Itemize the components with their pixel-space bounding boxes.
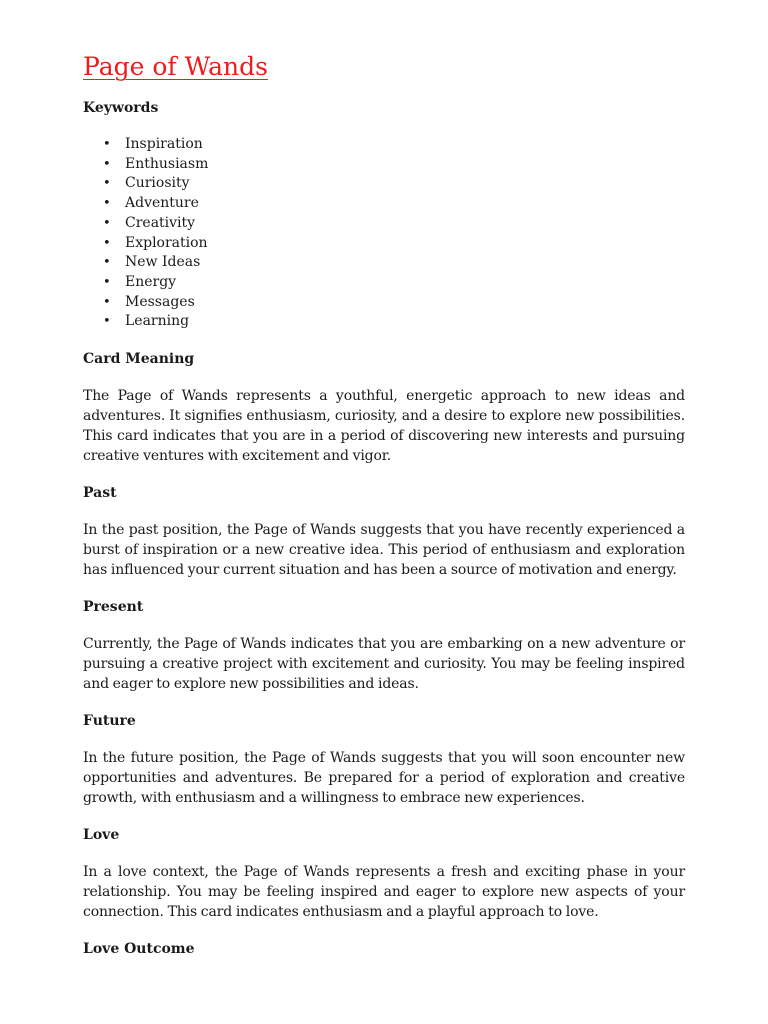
love-heading: Love xyxy=(83,827,120,844)
keyword-label: New Ideas xyxy=(125,254,201,271)
future-heading: Future xyxy=(83,713,136,730)
keywords-list xyxy=(83,135,685,332)
keyword-item xyxy=(83,253,685,273)
keyword-item xyxy=(83,234,685,254)
keyword-label: Energy xyxy=(125,273,177,290)
present-heading: Present xyxy=(83,599,144,616)
keyword-label: Exploration xyxy=(125,234,208,251)
keyword-item xyxy=(83,135,685,155)
card-meaning-heading: Card Meaning xyxy=(83,351,195,368)
keyword-item xyxy=(83,155,685,175)
love-outcome-heading: Love Outcome xyxy=(83,941,195,958)
keyword-label: Enthusiasm xyxy=(125,155,209,172)
bullet-icon: • xyxy=(103,176,111,192)
bullet-icon: • xyxy=(103,294,111,310)
keyword-item xyxy=(83,214,685,234)
bullet-icon: • xyxy=(103,255,111,271)
keyword-label: Learning xyxy=(125,313,190,330)
past-text: In the past position, the Page of Wands suggests that you have recently experienced a burst of inspiration or a new creative idea. This period of enthusiasm and exploration has influenced your current situation and has been a source of motivation and energy. xyxy=(83,522,685,579)
keyword-label: Creativity xyxy=(125,214,196,231)
keyword-label: Curiosity xyxy=(125,175,190,192)
keyword-item xyxy=(83,174,685,194)
page-title: Page of Wands xyxy=(83,52,268,81)
bullet-icon: • xyxy=(103,274,111,290)
love-text: In a love context, the Page of Wands represents a fresh and exciting phase in your relationship. You may be feeling inspired and eager to explore new aspects of your connection. This card indicates enthusiasm and a playful approach to love. xyxy=(83,864,685,921)
bullet-icon: • xyxy=(103,196,111,212)
bullet-icon: • xyxy=(103,314,111,330)
keywords-heading: Keywords xyxy=(83,100,159,116)
keyword-label: Messages xyxy=(125,293,195,310)
keyword-label: Adventure xyxy=(125,195,199,212)
document-page xyxy=(83,50,685,976)
past-heading: Past xyxy=(83,485,117,502)
keyword-item xyxy=(83,273,685,293)
bullet-icon: • xyxy=(103,156,111,172)
future-text: In the future position, the Page of Wands suggests that you will soon encounter new opportunities and adventures. Be prepared for a period of exploration and creative growth, with enthusiasm and a willingness to embrace new experiences. xyxy=(83,750,685,807)
bullet-icon: • xyxy=(103,137,111,152)
keyword-item xyxy=(83,312,685,332)
bullet-icon: • xyxy=(103,215,111,231)
keyword-item xyxy=(83,194,685,214)
keyword-item xyxy=(83,293,685,313)
card-meaning-text: The Page of Wands represents a youthful, energetic approach to new ideas and adventures. It signifies enthusiasm, curiosity, and a desire to explore new possibilities. This card indicates that you are in a period of discovering new interests and pursuing creative ventures with excitement and vigor. xyxy=(83,388,685,465)
keyword-label: Inspiration xyxy=(125,136,203,152)
bullet-icon: • xyxy=(103,235,111,251)
present-text: Currently, the Page of Wands indicates that you are embarking on a new adventure or pursuing a creative project with excitement and curiosity. You may be feeling inspired and eager to explore new possibilities and ideas. xyxy=(83,636,685,693)
